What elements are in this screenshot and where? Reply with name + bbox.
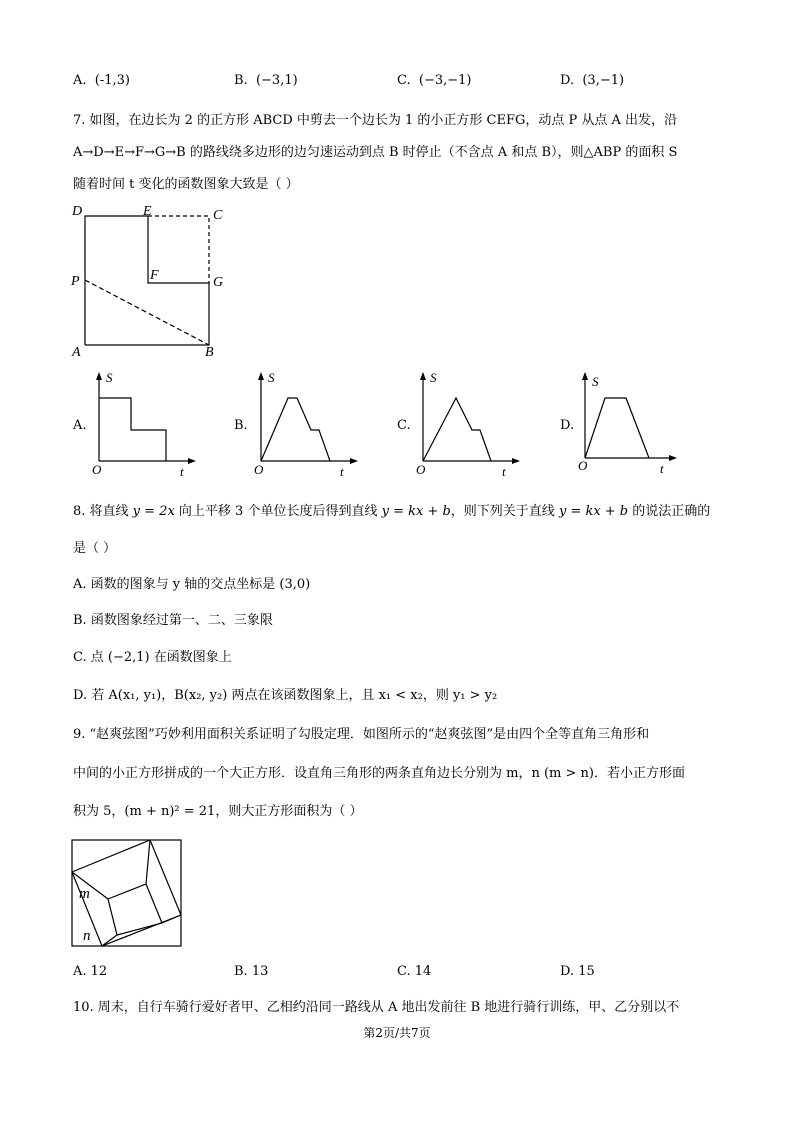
q7-option-a-label: A. (73, 418, 87, 433)
q7-line-1: 7. 如图，在边长为 2 的正方形 ABCD 中剪去一个边长为 1 的小正方形 CEFG，动点 P 从点 A 出发，沿 (73, 113, 678, 128)
graph-a-o: O (92, 462, 102, 477)
q8-option-d: D. 若 A(x₁, y₁)，B(x₂, y₂) 两点在该函数图象上，且 x₁ < x₂，则 y₁ > y₂ (73, 688, 498, 703)
q9-option-d: D. 15 (560, 964, 595, 979)
graph-d-o: O (578, 458, 588, 473)
q7-line-3: 随着时间 t 变化的函数图象大致是（ ） (73, 177, 299, 192)
q9-line-1: 9. “赵爽弦图”巧妙利用面积关系证明了勾股定理．如图所示的“赵爽弦图”是由四个全等直角三角形和 (73, 727, 650, 742)
label-g: G (213, 275, 224, 290)
label-m: m (79, 886, 90, 902)
q9-zhao-shuang-figure (68, 836, 188, 951)
graph-c-s: S (430, 370, 437, 385)
label-b: B (205, 345, 214, 360)
q9-line-3: 积为 5，(m + n)² = 21，则大正方形面积为（ ） (73, 804, 363, 819)
q9-option-c: C. 14 (397, 964, 432, 979)
q7-option-d-label: D. (560, 418, 575, 433)
small-square (108, 884, 162, 935)
q9-option-a: A. 12 (73, 964, 108, 979)
q7-segment-pb (85, 280, 209, 345)
q7-line-2: A→D→E→F→G→B 的路线绕多边形的边匀速运动到点 B 时停止（不含点 A 和点 B），则△ABP 的面积 S (73, 145, 678, 160)
q7-figure (68, 200, 238, 365)
q8-option-c: C. 点 (−2,1) 在函数图象上 (73, 650, 232, 665)
graph-c-curve (423, 398, 491, 461)
graph-a-s: S (106, 370, 113, 385)
graph-b-s: S (268, 370, 275, 385)
q7-graph-d (574, 370, 684, 480)
label-e: E (143, 204, 152, 219)
q7-graph-c (412, 370, 522, 480)
q9-option-b: B. 13 (234, 964, 269, 979)
label-n: n (83, 928, 91, 944)
label-f: F (150, 268, 159, 283)
q10-line-1: 10. 周末，自行车骑行爱好者甲、乙相约沿同一路线从 A 地出发前往 B 地进行骑行训练，甲、乙分别以不 (73, 1000, 680, 1015)
page-footer: 第2页/共7页 (363, 1026, 431, 1040)
graph-d-curve (585, 398, 649, 458)
q7-option-b-label: B. (234, 418, 248, 433)
q7-graph-a (88, 370, 198, 480)
q8-option-a: A. 函数的图象与 y 轴的交点坐标是 (3,0) (73, 577, 311, 592)
q6-option-d: D. (3,−1) (560, 73, 625, 88)
graph-b-o: O (254, 462, 264, 477)
graph-a-t: t (180, 464, 184, 479)
q8-option-b: B. 函数图象经过第一、二、三象限 (73, 613, 273, 628)
label-p: P (71, 274, 80, 289)
q8-line-2: 是（ ） (73, 541, 117, 556)
q8-line-1: 8. 将直线 y = 2x 向上平移 3 个单位长度后得到直线 y = kx + b，则下列关于直线 y = kx + b 的说法正确的 (73, 504, 711, 519)
q9-line-2: 中间的小正方形拼成的一个大正方形．设直角三角形的两条直角边长分别为 m，n (m > n)．若小正方形面 (73, 766, 685, 781)
q6-option-c: C. (−3,−1) (397, 73, 472, 88)
q6-option-a: A. (-1,3) (73, 73, 131, 88)
graph-d-s: S (592, 374, 599, 389)
graph-a-curve (99, 398, 166, 461)
label-d: D (72, 204, 83, 219)
graph-c-o: O (416, 462, 426, 477)
q6-option-b: B. (−3,1) (234, 73, 298, 88)
graph-c-t: t (502, 464, 506, 479)
label-c: C (213, 208, 223, 223)
q7-option-c-label: C. (397, 418, 411, 433)
q7-graph-b (250, 370, 360, 480)
label-a: A (72, 345, 81, 360)
graph-b-curve (261, 398, 330, 461)
graph-b-t: t (340, 464, 344, 479)
graph-d-t: t (660, 461, 664, 476)
q7-polygon (85, 216, 209, 345)
